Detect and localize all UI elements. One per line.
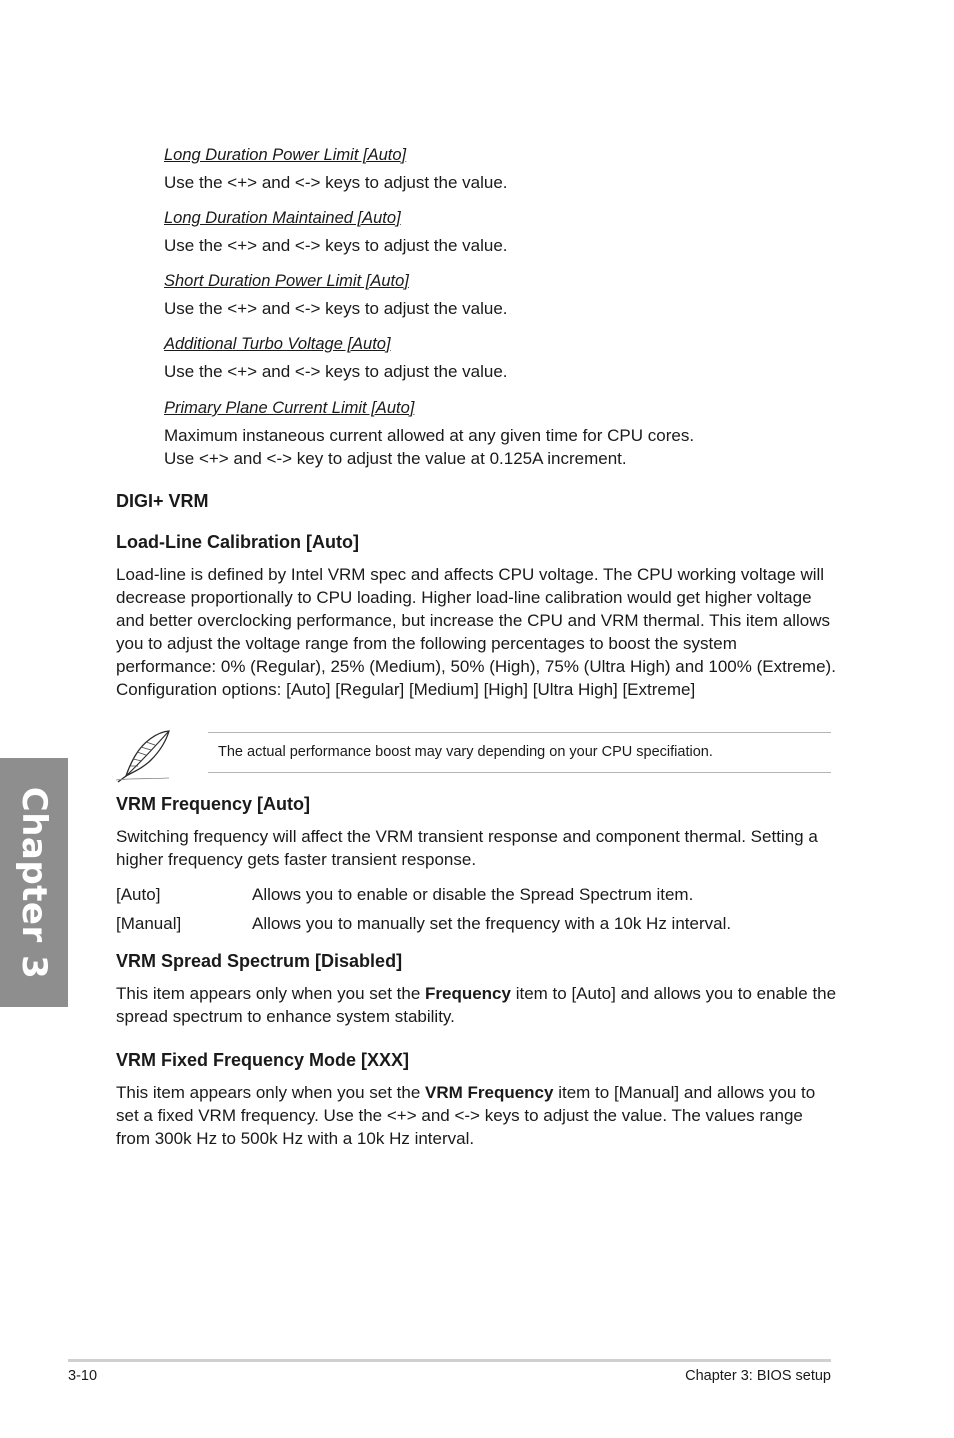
subitem-desc: Maximum instaneous current allowed at any given time for CPU cores. [164,426,695,445]
fixed-text-pre: This item appears only when you set the [116,1083,425,1102]
option-value-manual: Allows you to manually set the frequency with a 10k Hz interval. [252,914,732,933]
subitem-desc: Use the <+> and <-> keys to adjust the value. [164,236,508,255]
llc-body [116,563,838,701]
spread-text-pre: This item appears only when you set the [116,984,425,1003]
chapter-side-tab [0,758,68,1007]
llc-config-options: Configuration options: [Auto] [Regular] [Medium] [High] [Ultra High] [Extreme] [116,680,696,699]
footer-rule [68,1359,831,1362]
subitem-title-long-duration-power-limit: Long Duration Power Limit [Auto] [164,146,407,164]
spread-spectrum-body [116,982,838,1028]
feather-pen-icon [113,728,173,784]
subitem-desc: Use the <+> and <-> keys to adjust the value. [164,362,508,381]
footer-page-number: 3-10 [68,1368,98,1384]
heading-vrm-fixed-frequency-mode: VRM Fixed Frequency Mode [XXX] [116,1050,410,1070]
option-value-auto: Allows you to enable or disable the Spread Spectrum item. [252,885,694,904]
vrm-frequency-body: Switching frequency will affect the VRM transient response and component thermal. Setting a higher frequency gets faster transient response. [116,827,818,869]
chapter-side-tab-label: Chapter 3 [14,786,54,979]
spread-text-post: item to [Auto] and allows you to enable the spread spectrum to enhance system stability. [116,984,837,1026]
heading-load-line-calibration: Load-Line Calibration [Auto] [116,532,359,552]
note-bottom-rule [208,772,831,773]
heading-vrm-frequency: VRM Frequency [Auto] [116,794,311,814]
subitem-desc: Use the <+> and <-> keys to adjust the value. [164,173,508,192]
spread-text-bold: Frequency [425,984,511,1003]
option-key-auto: [Auto] [116,885,161,904]
subitem-title-long-duration-maintained: Long Duration Maintained [Auto] [164,209,401,227]
subitem-desc: Use <+> and <-> key to adjust the value at 0.125A increment. [164,449,627,468]
llc-body-text: Load-line is defined by Intel VRM spec and affects CPU voltage. The CPU working voltage will decrease proportionally to CPU loading. Higher load-line calibration would get higher voltage and better overclocking performance, but increase the CPU and VRM thermal. This item allows you to adjust the voltage range from the following percentages to boost the system performance: 0% (Regular), 25% (Medium), 50% (High), 75% (Ultra High) and 100% (Extreme). [116,565,836,676]
subitem-title-short-duration-power-limit: Short Duration Power Limit [Auto] [164,272,409,290]
note-text: The actual performance boost may vary depending on your CPU specifiation. [218,744,713,760]
note-top-rule [208,732,831,733]
footer-chapter-title: Chapter 3: BIOS setup [685,1368,831,1384]
subitem-title-primary-plane-current-limit: Primary Plane Current Limit [Auto] [164,399,415,417]
subitem-title-additional-turbo-voltage: Additional Turbo Voltage [Auto] [164,335,391,353]
subitem-desc: Use the <+> and <-> keys to adjust the value. [164,299,508,318]
option-key-manual: [Manual] [116,914,182,933]
heading-vrm-spread-spectrum: VRM Spread Spectrum [Disabled] [116,951,403,971]
section-heading-digi-vrm: DIGI+ VRM [116,491,209,511]
fixed-text-post: item to [Manual] and allows you to set a fixed VRM frequency. Use the <+> and <-> keys to adjust the value. The values range from 300k Hz to 500k Hz with a 10k Hz interval. [116,1083,816,1148]
fixed-frequency-body [116,1081,838,1150]
fixed-text-bold: VRM Frequency [425,1083,554,1102]
